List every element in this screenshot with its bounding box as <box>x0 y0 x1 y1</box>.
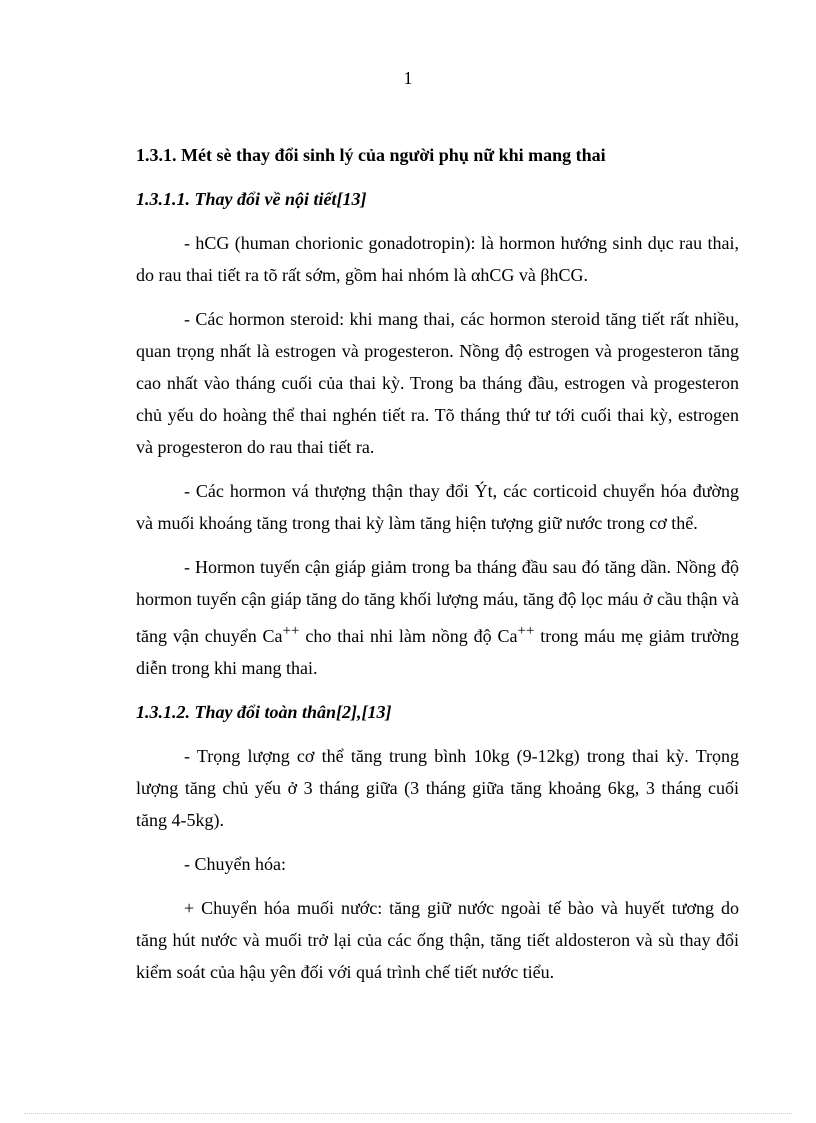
paragraph-hcg: - hCG (human chorionic gonadotropin): là hormon hướng sinh dục rau thai, do rau thai tiết ra tõ rất sớm, gồm hai nhóm là αhCG và βhCG. <box>136 233 739 285</box>
superscript-plus-1: ++ <box>282 623 300 639</box>
paragraph-metabolism: - Chuyển hóa: <box>184 854 286 874</box>
paragraph-parathyroid <box>136 551 739 684</box>
superscript-plus-2: ++ <box>517 623 535 639</box>
section-heading-1-3-1: 1.3.1. Mét sè thay đổi sinh lý của người phụ nữ khi mang thai <box>136 145 606 165</box>
paragraph-parathyroid-text-3: trong máu mẹ giảm trường diễn trong khi mang thai. <box>136 626 740 678</box>
paragraph-parathyroid-text-1: - Hormon tuyến cận giáp giảm trong ba tháng đầu sau đó tăng dần. Nồng độ hormon tuyến cận giáp tăng do tăng khối lượng máu, tăng độ lọc máu ở cầu thận và tăng vận chuyển Ca <box>136 557 739 646</box>
page-bottom-rule <box>24 1113 792 1114</box>
paragraph-parathyroid-text-2: cho thai nhi làm nồng độ Ca <box>299 626 518 646</box>
paragraph-weight: - Trọng lượng cơ thể tăng trung bình 10kg (9-12kg) trong thai kỳ. Trọng lượng tăng chủ yếu ở 3 tháng giữa (3 tháng giữa tăng khoảng 6kg, 3 tháng cuối tăng 4-5kg). <box>136 746 739 830</box>
paragraph-steroid: - Các hormon steroid: khi mang thai, các hormon steroid tăng tiết rất nhiều, quan trọng nhất là estrogen và progesteron. Nồng độ estrogen và progesteron tăng cao nhất vào tháng cuối của thai kỳ. Trong ba tháng đầu, estrogen và progesteron chủ yếu do hoàng thể thai nghén tiết ra. Tõ tháng thứ tư tới cuối thai kỳ, estrogen và progesteron do rau thai tiết ra. <box>136 309 739 457</box>
paragraph-water-salt: + Chuyển hóa muối nước: tăng giữ nước ngoài tế bào và huyết tương do tăng hút nước và muối trở lại của các ống thận, tăng tiết aldosteron và sù thay đổi kiểm soát của hậu yên đối với quá trình chế tiết nước tiểu. <box>136 898 739 982</box>
document-body <box>136 139 739 1000</box>
page-number: 1 <box>403 68 413 88</box>
section-heading-1-3-1-1: 1.3.1.1. Thay đổi về nội tiết[13] <box>136 189 367 209</box>
section-heading-1-3-1-2: 1.3.1.2. Thay đổi toàn thân[2],[13] <box>136 702 392 722</box>
paragraph-adrenal: - Các hormon vá thượng thận thay đổi Ýt, các corticoid chuyển hóa đường và muối khoáng tăng trong thai kỳ làm tăng hiện tượng giữ nước trong cơ thể. <box>136 481 739 533</box>
